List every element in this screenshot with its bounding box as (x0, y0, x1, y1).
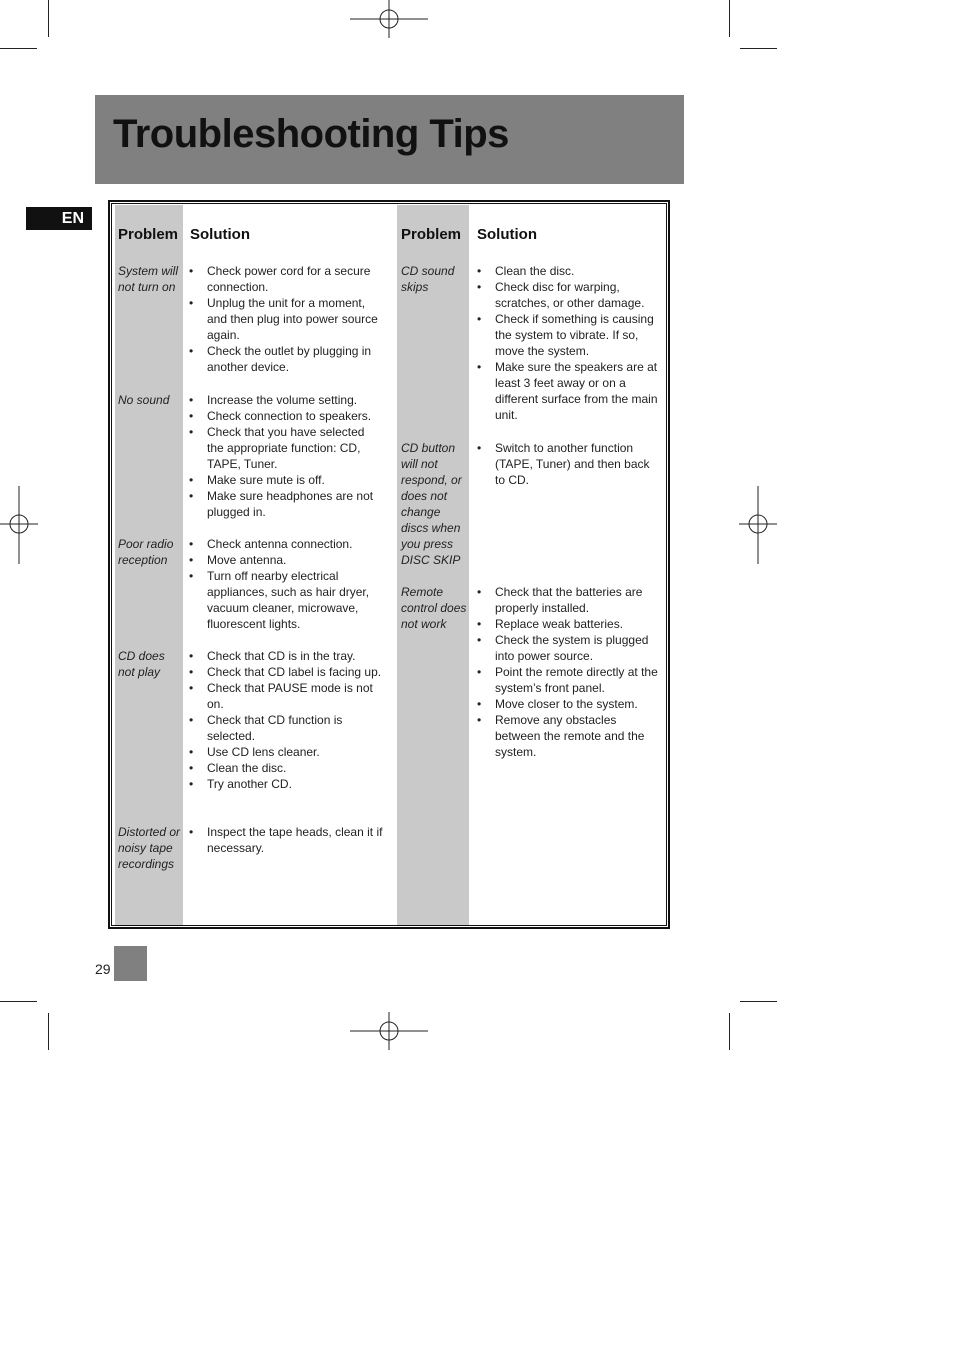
page-number: 29 (95, 961, 111, 977)
solution-item: • Try another CD. (188, 776, 384, 792)
crop-mark (729, 0, 730, 37)
problem-label: System will not turn on (118, 264, 179, 294)
solution-item: • Check if something is causing the system to vibrate. If so, move the system. (476, 311, 660, 359)
solution-list (188, 392, 384, 520)
crop-mark (48, 0, 49, 37)
solution-item: • Make sure the speakers are at least 3 feet away or on a different surface from the main unit. (476, 359, 660, 423)
solution-item: • Move antenna. (188, 552, 384, 568)
page-title: Troubleshooting Tips (113, 112, 509, 156)
solution-item: • Inspect the tape heads, clean it if necessary. (188, 824, 384, 856)
solution-item: • Check that CD function is selected. (188, 712, 384, 744)
solution-item: • Check power cord for a secure connection. (188, 263, 384, 295)
solution-list (476, 263, 660, 423)
solution-item: • Check that you have selected the appropriate function: CD, TAPE, Tuner. (188, 424, 384, 472)
registration-mark-icon (0, 486, 40, 564)
problem-label: CD button will not respond, or does not change discs when you press DISC SKIP (401, 441, 462, 567)
solution-item: • Check that PAUSE mode is not on. (188, 680, 384, 712)
crop-mark (740, 48, 777, 49)
solution-item: • Unplug the unit for a moment, and then plug into power source again. (188, 295, 384, 343)
problem-label: Poor radio reception (118, 537, 174, 567)
header-problem-left: Problem (118, 226, 179, 243)
solution-item: • Increase the volume setting. (188, 392, 384, 408)
problem-label: Remote control does not work (401, 585, 467, 631)
crop-mark (0, 48, 37, 49)
solution-list (476, 440, 660, 488)
solution-list (476, 584, 660, 760)
problem-label: CD sound skips (401, 264, 455, 294)
solution-item: • Check connection to speakers. (188, 408, 384, 424)
problem-label: CD does not play (118, 649, 165, 679)
problem-label: Distorted or noisy tape recordings (118, 825, 181, 871)
crop-mark (740, 1001, 777, 1002)
solution-list (188, 263, 384, 375)
crop-mark (729, 1013, 730, 1050)
solution-item: • Check that CD is in the tray. (188, 648, 384, 664)
solution-item: • Replace weak batteries. (476, 616, 660, 632)
solution-item: • Point the remote directly at the system’s front panel. (476, 664, 660, 696)
solution-item: • Turn off nearby electrical appliances, such as hair dryer, vacuum cleaner, microwave, fluorescent lights. (188, 568, 384, 632)
solution-item: • Check the outlet by plugging in another device. (188, 343, 384, 375)
registration-mark-icon (739, 486, 779, 564)
solution-item: • Check that CD label is facing up. (188, 664, 384, 680)
registration-mark-icon (350, 1012, 428, 1052)
page-marker (114, 946, 147, 981)
header-solution-left: Solution (190, 226, 250, 243)
problem-label: No sound (118, 393, 170, 407)
solution-item: • Check the system is plugged into power source. (476, 632, 660, 664)
solution-item: • Move closer to the system. (476, 696, 660, 712)
header-solution-right: Solution (477, 226, 537, 243)
solution-item: • Make sure mute is off. (188, 472, 384, 488)
solution-item: • Clean the disc. (188, 760, 384, 776)
registration-mark-icon (350, 0, 428, 40)
solution-item: • Make sure headphones are not plugged in. (188, 488, 384, 520)
solution-item: • Check disc for warping, scratches, or other damage. (476, 279, 660, 311)
solution-item: • Check antenna connection. (188, 536, 384, 552)
crop-mark (0, 1001, 37, 1002)
solution-list (188, 536, 384, 632)
header-problem-right: Problem (401, 226, 462, 243)
solution-list (188, 648, 384, 792)
solution-list (188, 824, 384, 856)
solution-item: • Check that the batteries are properly installed. (476, 584, 660, 616)
solution-item: • Clean the disc. (476, 263, 660, 279)
crop-mark (48, 1013, 49, 1050)
solution-item: • Switch to another function (TAPE, Tuner) and then back to CD. (476, 440, 660, 488)
language-tab: EN (26, 207, 92, 230)
solution-item: • Remove any obstacles between the remote and the system. (476, 712, 660, 760)
solution-item: • Use CD lens cleaner. (188, 744, 384, 760)
